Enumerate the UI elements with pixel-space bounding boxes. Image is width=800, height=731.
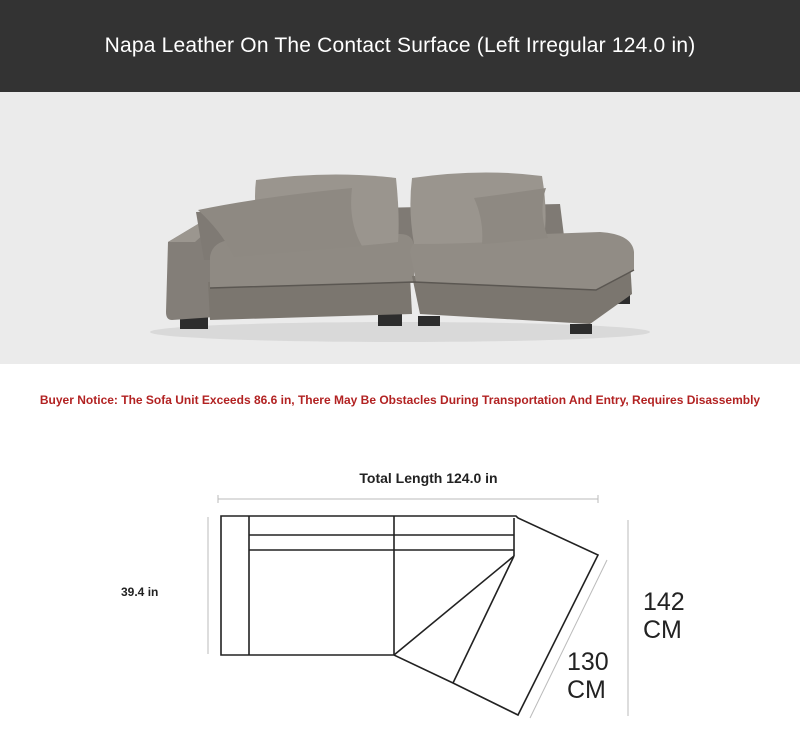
sofa-photo [0,92,800,364]
sofa-outline [221,516,598,715]
total-length-label: Total Length 124.0 in [359,470,498,486]
page-title: Napa Leather On The Contact Surface (Left Irregular 124.0 in) [104,34,696,57]
right-height-unit: CM [643,616,682,644]
right-height-label [643,588,685,644]
buyer-notice: Buyer Notice: The Sofa Unit Exceeds 86.6 in, There May Be Obstacles During Transportation And Entry, Requires Disassembly [39,393,761,407]
header-bar [0,0,800,92]
right-height-value: 142 [643,588,685,616]
depth-label: 39.4 in [121,585,159,599]
diagonal-value: 130 [567,648,609,676]
diagonal-label [567,648,609,704]
sofa-illustration [0,92,800,364]
diagonal-unit: CM [567,676,606,704]
